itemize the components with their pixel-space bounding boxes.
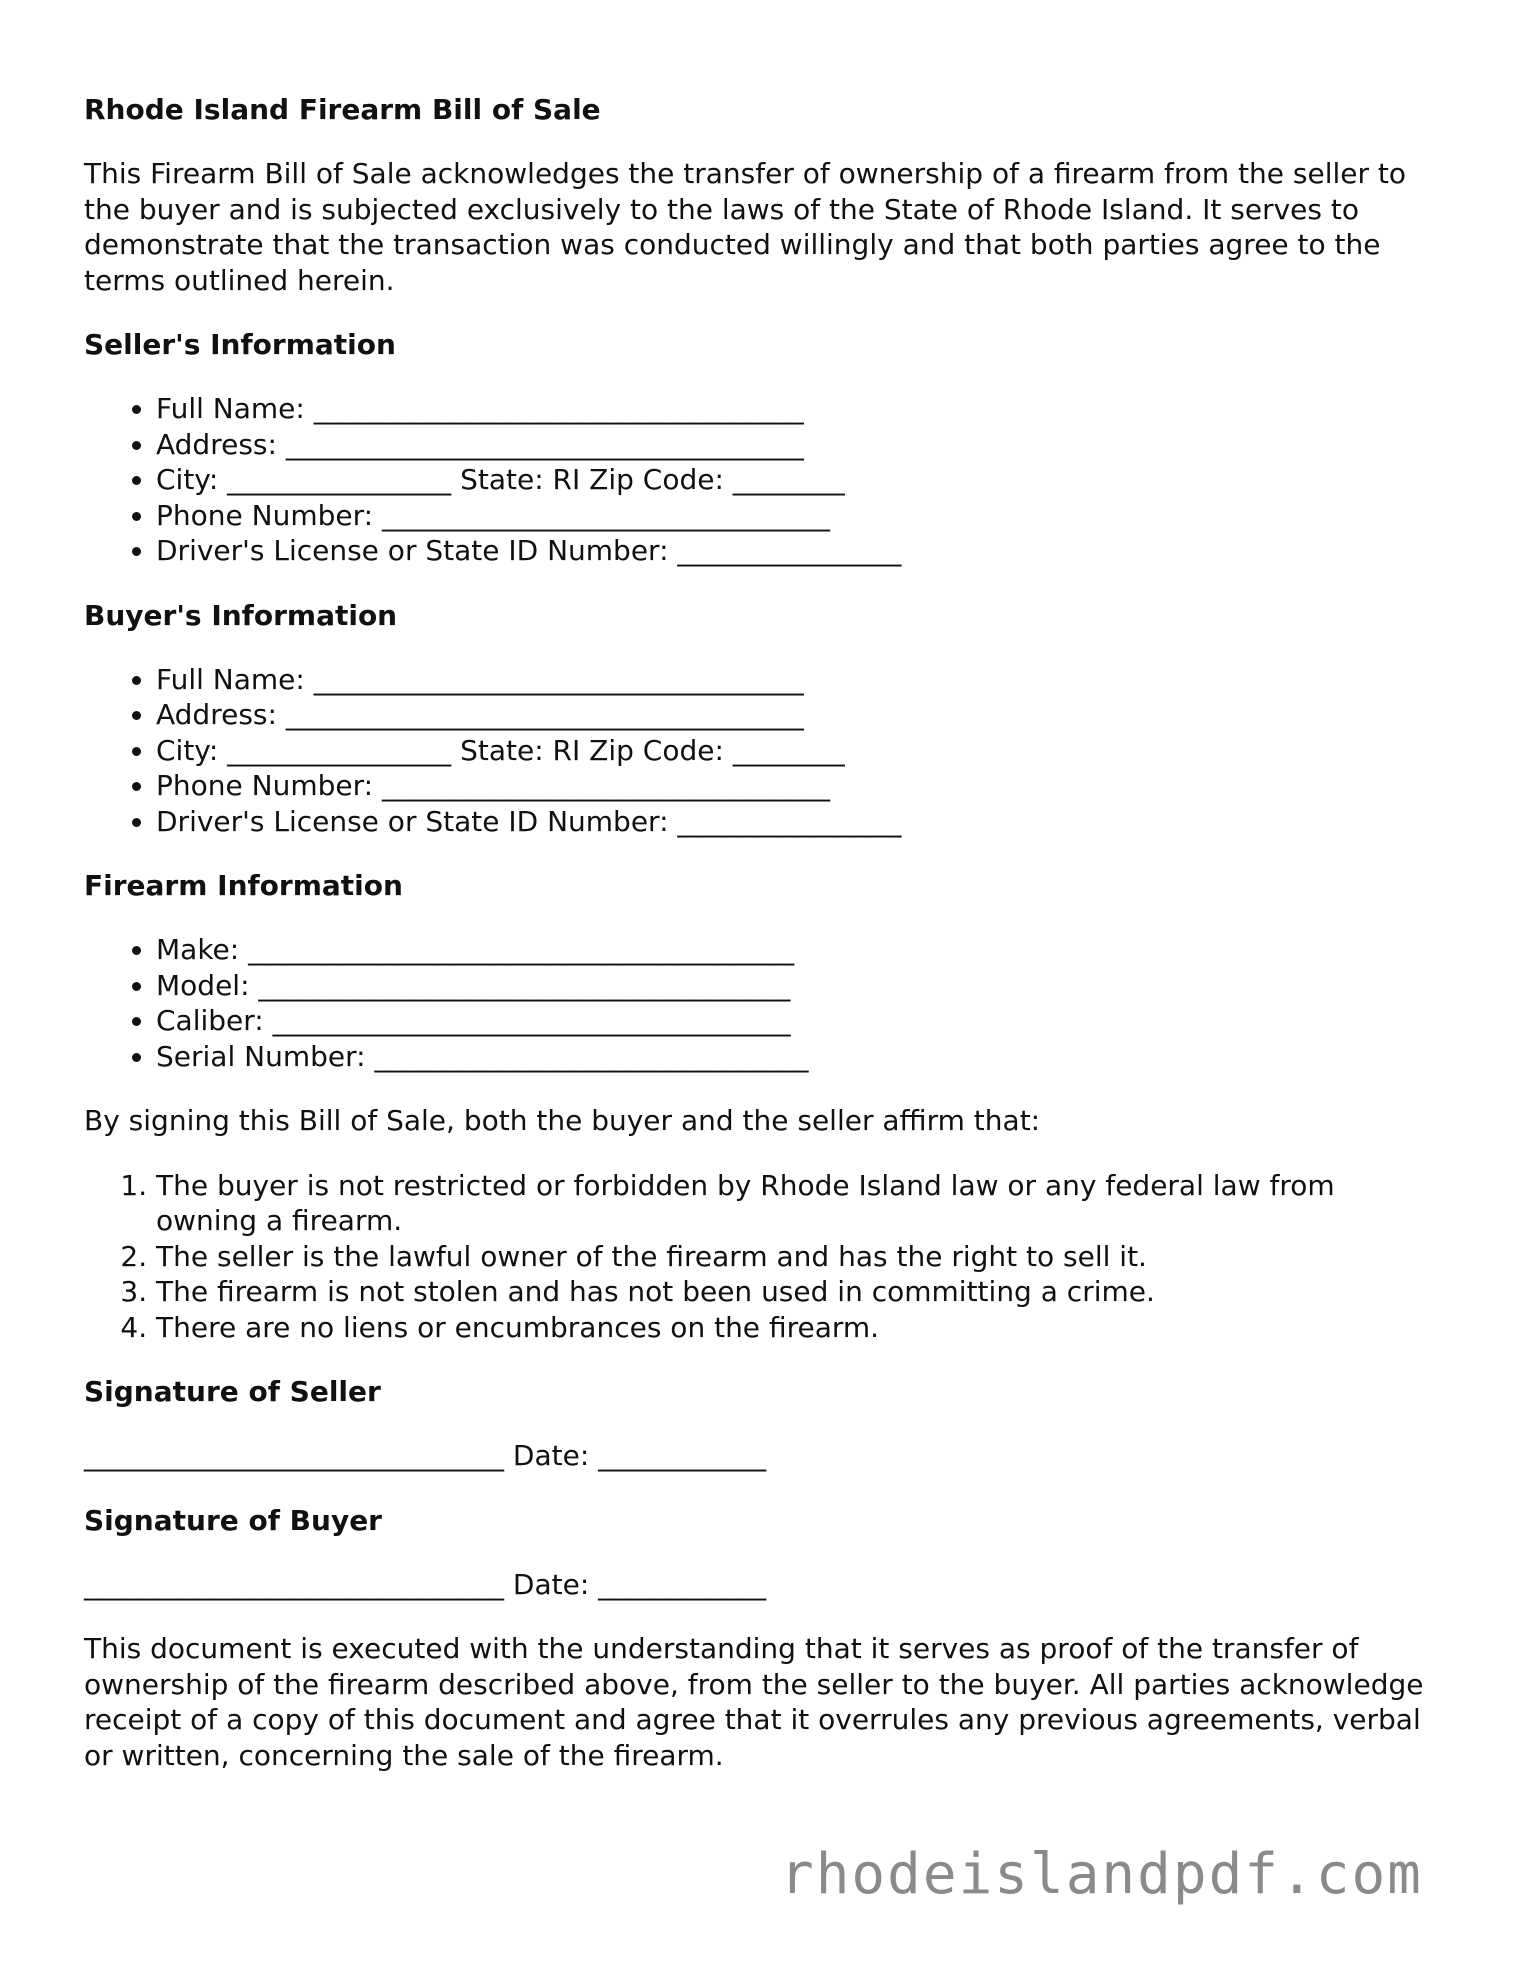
document-title: Rhode Island Firearm Bill of Sale: [84, 93, 601, 126]
buyer-info-heading: Buyer's Information: [84, 598, 398, 632]
seller-info-heading: Seller's Information: [84, 328, 396, 361]
buyer-full-name-field[interactable]: • Full Name: ___________________________________: [156, 662, 1444, 698]
buyer-address-field[interactable]: • Address: _____________________________________: [156, 697, 1444, 733]
affirmations-lead: By signing this Bill of Sale, both the buyer and the seller affirm that:: [84, 1104, 1041, 1137]
document-body: [84, 92, 1444, 1773]
buyer-signature-heading: Signature of Buyer: [84, 1503, 382, 1537]
seller-info-list: [84, 391, 1444, 569]
firearm-info-list: [84, 932, 1444, 1074]
seller-city-state-zip-field[interactable]: • City: ________________ State: RI Zip Code: ________: [156, 462, 1444, 498]
firearm-info-heading: Firearm Information: [84, 869, 403, 902]
affirmations-list: [84, 1168, 1444, 1346]
seller-full-name-field[interactable]: • Full Name: ___________________________________: [156, 391, 1444, 427]
firearm-make-field[interactable]: • Make: _______________________________________: [156, 932, 1444, 968]
firearm-model-field[interactable]: • Model: ______________________________________: [156, 968, 1444, 1004]
seller-signature-heading: Signature of Seller: [84, 1375, 381, 1408]
seller-phone-field[interactable]: • Phone Number: ________________________________: [156, 498, 1444, 534]
buyer-phone-field[interactable]: • Phone Number: ________________________________: [156, 768, 1444, 804]
seller-address-field[interactable]: • Address: _____________________________________: [156, 427, 1444, 463]
buyer-city-state-zip-field[interactable]: • City: ________________ State: RI Zip Code: ________: [156, 733, 1444, 769]
affirmation-item: 3. The firearm is not stolen and has not been used in committing a crime.: [156, 1274, 1444, 1310]
site-watermark: rhodeislandpdf.com: [780, 1842, 1423, 1907]
buyer-signature-date-line[interactable]: ______________________________ Date: ____________: [84, 1567, 767, 1601]
closing-paragraph: This document is executed with the understanding that it serves as proof of the transfer of ownership of the firearm described above, from the seller to the buyer. All parties acknowledge receipt of a copy of this document and agree that it overrules any previous agreements, verbal or written, concerning the sale of the firearm.: [84, 1632, 1424, 1772]
buyer-info-list: [84, 662, 1444, 840]
buyer-license-id-field[interactable]: • Driver's License or State ID Number: ________________: [156, 804, 1444, 840]
seller-license-id-field[interactable]: • Driver's License or State ID Number: ________________: [156, 533, 1444, 569]
affirmation-item: 2. The seller is the lawful owner of the firearm and has the right to sell it.: [156, 1239, 1444, 1275]
intro-paragraph: This Firearm Bill of Sale acknowledges the transfer of ownership of a firearm from the seller to the buyer and is subjected exclusively to the laws of the State of Rhode Island. It serves to demonstrate that the transaction was conducted willingly and that both parties agree to the terms outlined herein.: [84, 157, 1407, 297]
firearm-caliber-field[interactable]: • Caliber: _____________________________________: [156, 1003, 1444, 1039]
affirmation-item: 1. The buyer is not restricted or forbidden by Rhode Island law or any federal law from owning a firearm.: [156, 1168, 1444, 1239]
affirmation-item: 4. There are no liens or encumbrances on the firearm.: [156, 1310, 1444, 1346]
firearm-serial-number-field[interactable]: • Serial Number: _______________________________: [156, 1039, 1444, 1075]
seller-signature-date-line[interactable]: ______________________________ Date: ____________: [84, 1439, 767, 1472]
